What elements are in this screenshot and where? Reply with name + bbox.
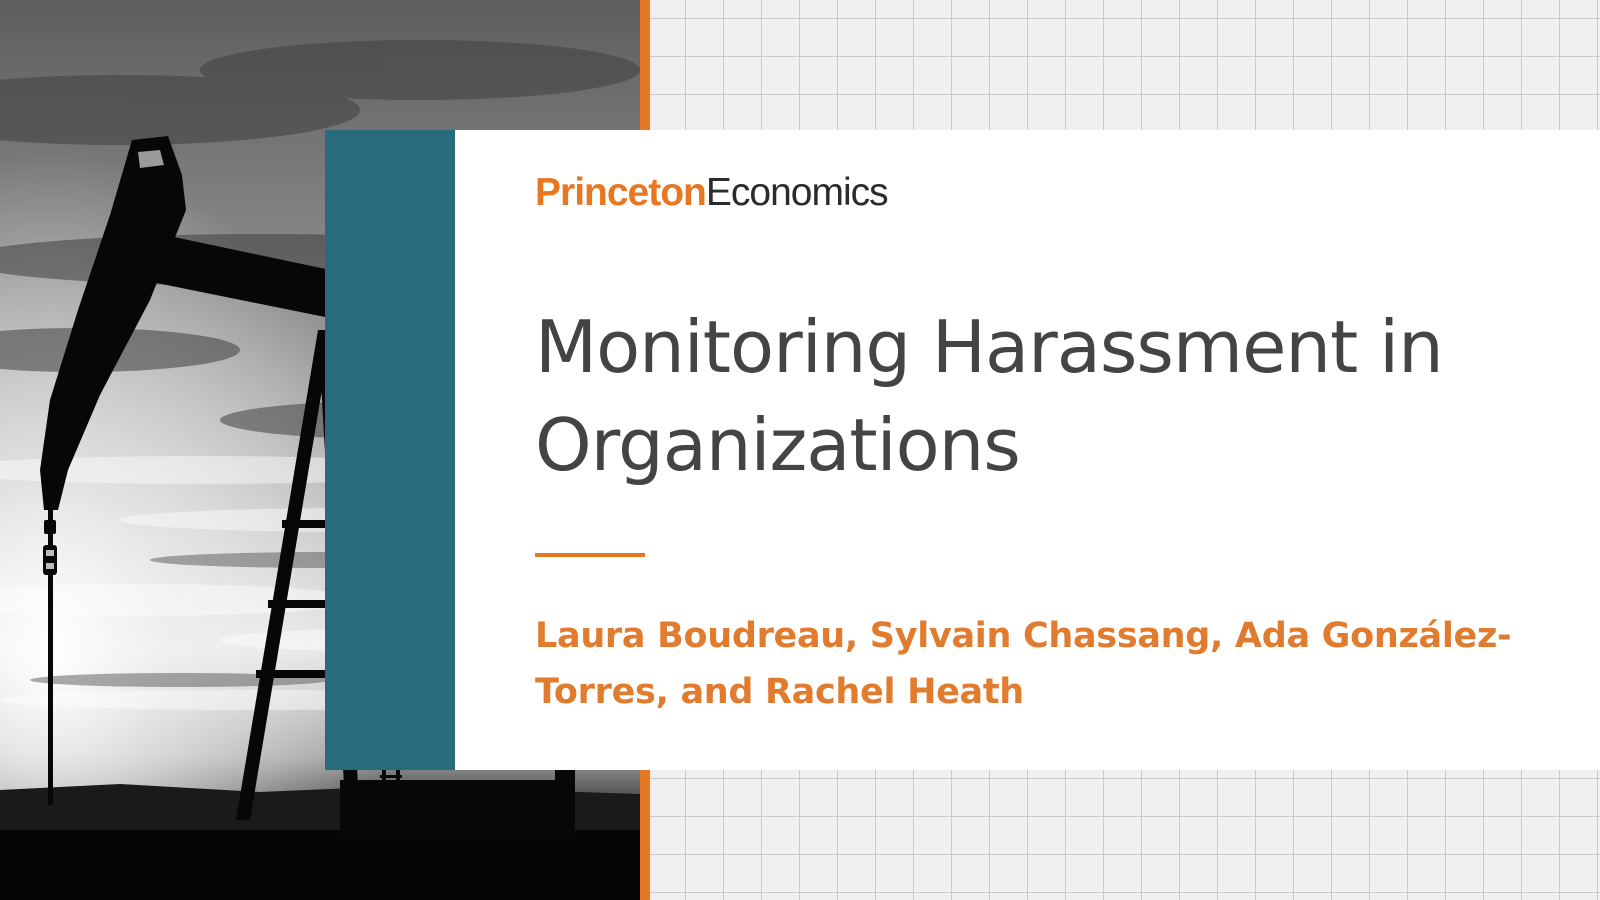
logo-text-princeton: Princeton <box>535 171 706 214</box>
teal-accent-band <box>325 130 455 770</box>
paper-title: Monitoring Harassment in Organizations <box>535 305 1443 487</box>
title-underline <box>535 553 645 557</box>
author-list: Laura Boudreau, Sylvain Chassang, Ada González-Torres, and Rachel Heath <box>535 616 1512 712</box>
title-card <box>455 130 1600 770</box>
logo-text-economics: Economics <box>705 171 888 214</box>
princeton-economics-logo <box>535 170 888 217</box>
